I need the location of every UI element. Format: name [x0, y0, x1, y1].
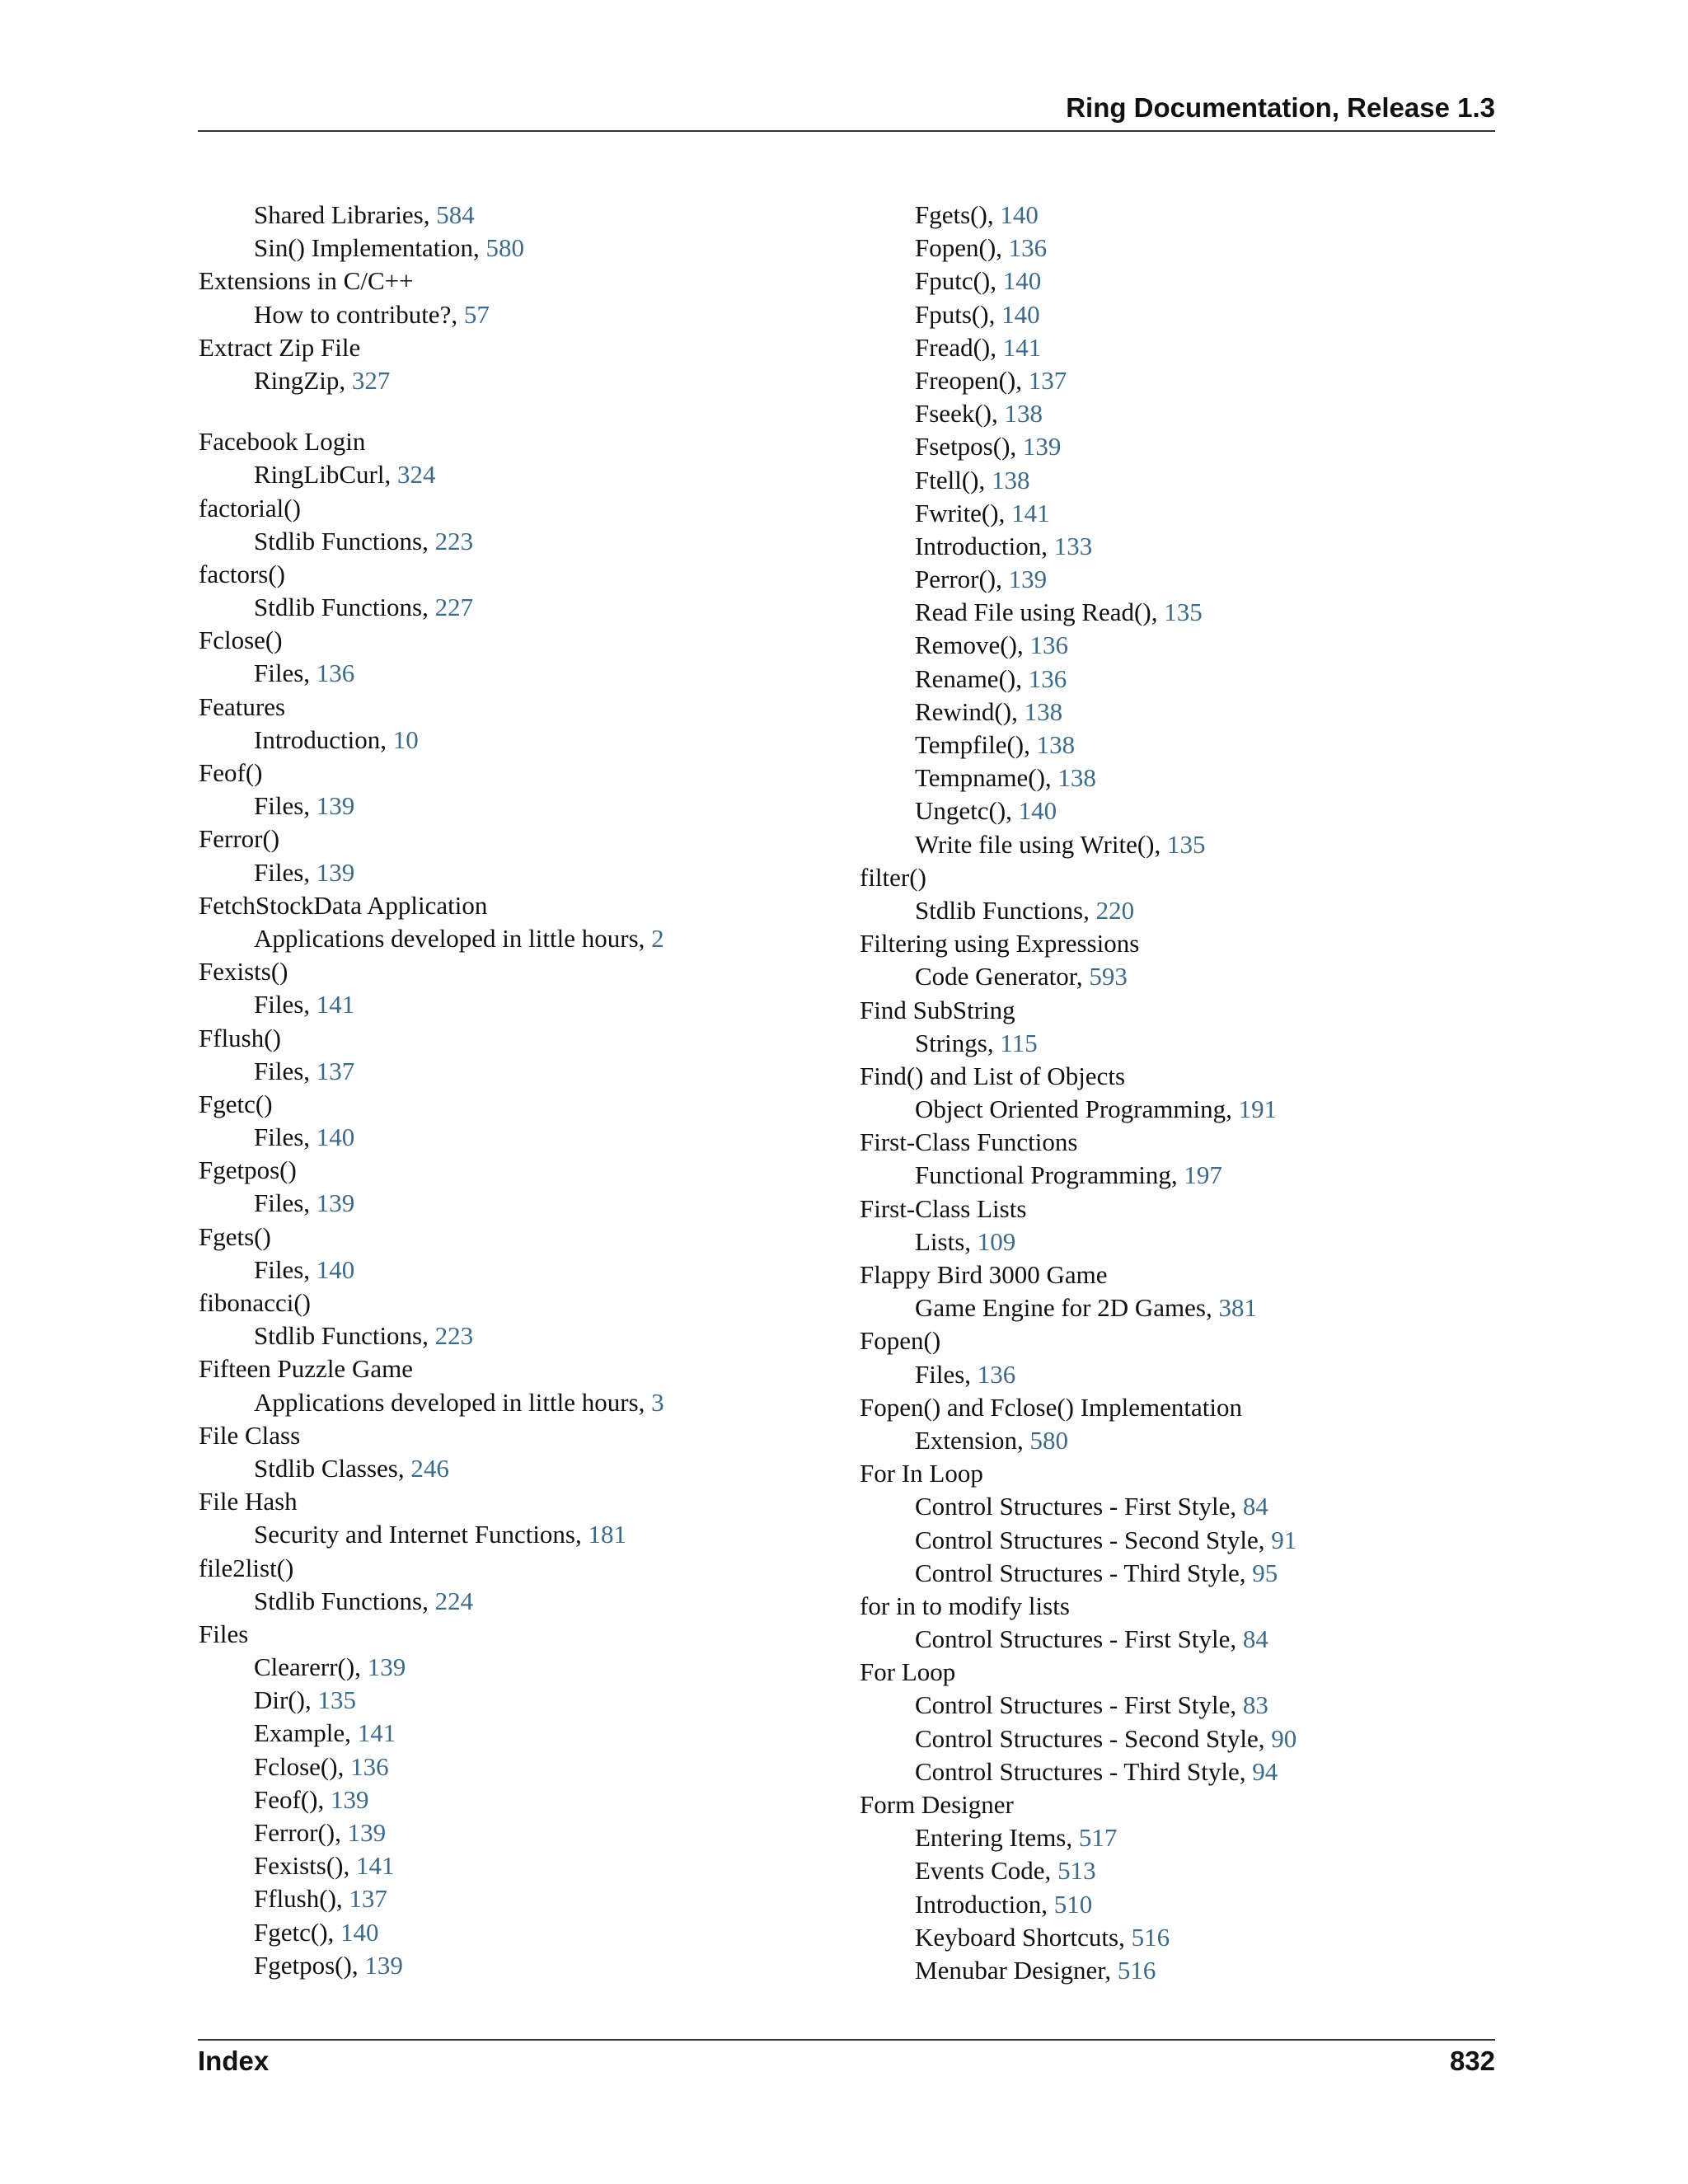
- page-link[interactable]: 137: [316, 1056, 355, 1085]
- index-entry: [199, 331, 842, 364]
- index-term: Control Structures - First Style,: [915, 1492, 1243, 1521]
- page-link[interactable]: 83: [1242, 1690, 1268, 1720]
- index-term: Fclose(),: [254, 1751, 351, 1781]
- index-subentry: [860, 199, 1503, 232]
- index-term: FetchStockData Application: [199, 890, 488, 920]
- page-link[interactable]: 139: [316, 791, 355, 821]
- index-term: for in to modify lists: [860, 1591, 1070, 1620]
- index-term: Fgetc(): [199, 1089, 273, 1118]
- index-term: Introduction,: [915, 1889, 1054, 1919]
- page-link[interactable]: 139: [316, 857, 355, 887]
- index-term: Fgetc(),: [254, 1917, 341, 1947]
- page-link[interactable]: 584: [436, 200, 475, 229]
- index-term: Files,: [254, 658, 316, 688]
- index-term: Control Structures - First Style,: [915, 1624, 1243, 1654]
- index-term: factors(): [199, 559, 285, 588]
- index-term: Code Generator,: [915, 962, 1090, 991]
- index-entry: [199, 955, 842, 988]
- index-term: Find() and List of Objects: [860, 1061, 1126, 1090]
- page-link[interactable]: 84: [1242, 1624, 1268, 1654]
- page-link[interactable]: 516: [1117, 1955, 1156, 1985]
- index-term: file2list(): [199, 1553, 294, 1582]
- index-term: Object Oriented Programming,: [915, 1094, 1239, 1124]
- index-subentry: [199, 525, 842, 558]
- index-term: Example,: [254, 1718, 358, 1748]
- index-subentry: [860, 1921, 1503, 1954]
- index-term: Tempfile(),: [915, 730, 1037, 759]
- index-entry: [860, 1324, 1503, 1357]
- page-link[interactable]: 135: [317, 1685, 356, 1715]
- index-term: For In Loop: [860, 1459, 983, 1488]
- page-link[interactable]: 141: [1002, 332, 1042, 362]
- page-link[interactable]: 227: [434, 593, 474, 622]
- index-term: Extensions in C/C++: [199, 266, 414, 296]
- index-subentry: [860, 397, 1503, 430]
- index-entry: [199, 757, 842, 790]
- index-entry: [199, 1618, 842, 1651]
- index-term: Game Engine for 2D Games,: [915, 1293, 1219, 1323]
- index-subentry: [860, 960, 1503, 993]
- page-link[interactable]: 223: [434, 1321, 474, 1351]
- index-term: Fflush(): [199, 1023, 281, 1052]
- index-subentry: [860, 596, 1503, 629]
- page-link[interactable]: 136: [350, 1751, 389, 1781]
- index-term: Find SubString: [860, 995, 1015, 1024]
- page-link[interactable]: 137: [349, 1884, 387, 1914]
- page-link[interactable]: 140: [316, 1122, 355, 1152]
- index-subentry: [199, 657, 842, 690]
- page-link[interactable]: 191: [1238, 1094, 1278, 1124]
- index-subentry: [860, 762, 1503, 794]
- index-subentry: [199, 922, 842, 955]
- page-link[interactable]: 181: [588, 1520, 626, 1549]
- index-subentry: [860, 430, 1503, 463]
- index-subentry: [860, 629, 1503, 662]
- index-subentry: [860, 1524, 1503, 1557]
- index-term: factorial(): [199, 493, 301, 523]
- index-term: Control Structures - Second Style,: [915, 1723, 1272, 1753]
- index-term: Ftell(),: [915, 465, 992, 494]
- page-link[interactable]: 136: [1029, 630, 1068, 660]
- index-term: Features: [199, 691, 286, 721]
- page-link[interactable]: 139: [367, 1652, 406, 1682]
- page-link[interactable]: 10: [392, 724, 419, 754]
- index-term: Files,: [254, 857, 316, 887]
- page-link[interactable]: 516: [1131, 1922, 1170, 1952]
- index-term: Fputc(),: [915, 266, 1003, 296]
- index-term: Introduction,: [915, 531, 1054, 560]
- index-term: Tempname(),: [915, 763, 1058, 793]
- page-link[interactable]: 138: [1004, 399, 1043, 429]
- page-link[interactable]: 133: [1053, 531, 1093, 560]
- index-entry: [199, 265, 842, 298]
- index-term: Applications developed in little hours,: [254, 923, 652, 953]
- index-subentry: [199, 1055, 842, 1088]
- index-term: RingZip,: [254, 365, 352, 395]
- index-entry: [199, 492, 842, 525]
- page-link[interactable]: 140: [1000, 200, 1039, 229]
- index-term: Files,: [254, 1188, 316, 1218]
- index-term: Files,: [915, 1359, 978, 1389]
- page-link[interactable]: 138: [1024, 696, 1063, 726]
- index-term: First-Class Functions: [860, 1127, 1078, 1157]
- page-link[interactable]: 141: [316, 990, 355, 1019]
- index-subentry: [860, 696, 1503, 729]
- page-link[interactable]: 137: [1028, 365, 1067, 395]
- index-entry: [860, 1126, 1503, 1159]
- index-term: Fgets(): [199, 1221, 271, 1251]
- index-term: Form Designer: [860, 1790, 1014, 1819]
- page-link[interactable]: 141: [356, 1851, 395, 1881]
- index-term: Feof(): [199, 758, 263, 787]
- page-link[interactable]: 138: [1036, 730, 1076, 759]
- index-term: Files: [199, 1619, 249, 1648]
- page-link[interactable]: 139: [364, 1950, 403, 1980]
- index-subentry: [199, 1750, 842, 1783]
- index-subentry: [860, 1027, 1503, 1060]
- index-subentry: [860, 1226, 1503, 1258]
- index-subentry: [199, 199, 842, 232]
- page-link[interactable]: 580: [1029, 1425, 1068, 1455]
- index-entry: [860, 1193, 1503, 1226]
- index-entry: [199, 889, 842, 922]
- index-term: Fifteen Puzzle Game: [199, 1354, 413, 1384]
- index-term: Files,: [254, 1122, 316, 1152]
- page-link[interactable]: 84: [1242, 1492, 1268, 1521]
- index-term: Fwrite(),: [915, 498, 1012, 527]
- index-entry: [860, 1590, 1503, 1623]
- index-subentry: [860, 1093, 1503, 1126]
- page-link[interactable]: 139: [347, 1818, 387, 1847]
- index-subentry: [199, 1849, 842, 1882]
- index-subentry: [199, 856, 842, 889]
- index-term: Flappy Bird 3000 Game: [860, 1260, 1108, 1289]
- page-link[interactable]: 136: [977, 1359, 1016, 1389]
- index-subentry: [860, 1821, 1503, 1854]
- index-subentry: [199, 1717, 842, 1750]
- page-link[interactable]: 139: [1022, 432, 1062, 462]
- index-subentry: [860, 1490, 1503, 1523]
- index-term: Keyboard Shortcuts,: [915, 1922, 1132, 1952]
- index-entry: [199, 691, 842, 724]
- index-term: Stdlib Classes,: [254, 1453, 411, 1483]
- index-term: Dir(),: [254, 1685, 318, 1715]
- index-term: Shared Libraries,: [254, 200, 437, 229]
- index-term: Applications developed in little hours,: [254, 1387, 652, 1417]
- index-term: Fexists(),: [254, 1851, 356, 1881]
- index-term: Fflush(),: [254, 1884, 349, 1914]
- index-subentry: [860, 729, 1503, 762]
- page-link[interactable]: 140: [1018, 796, 1057, 826]
- index-subentry: [199, 1319, 842, 1352]
- index-term: Control Structures - Second Style,: [915, 1525, 1272, 1554]
- page-link[interactable]: 513: [1057, 1856, 1096, 1886]
- page-link[interactable]: 57: [463, 299, 490, 329]
- page-link[interactable]: 593: [1089, 962, 1128, 991]
- index-term: Rename(),: [915, 663, 1029, 693]
- index-term: First-Class Lists: [860, 1193, 1027, 1223]
- index-term: Files,: [254, 990, 316, 1019]
- page-link[interactable]: 381: [1218, 1293, 1257, 1323]
- page-link[interactable]: 109: [977, 1226, 1016, 1256]
- page-link[interactable]: 139: [330, 1784, 369, 1814]
- page-link[interactable]: 94: [1252, 1756, 1278, 1786]
- index-entry: [860, 927, 1503, 960]
- index-term: Read File using Read(),: [915, 598, 1165, 627]
- index-term: Files,: [254, 1254, 316, 1284]
- page-link[interactable]: 327: [351, 365, 391, 395]
- index-subentry: [860, 331, 1503, 364]
- index-term: RingLibCurl,: [254, 460, 397, 490]
- index-subentry: [860, 794, 1503, 827]
- index-term: Security and Internet Functions,: [254, 1520, 588, 1549]
- index-entry: [199, 1552, 842, 1585]
- footer-rule: [198, 2039, 1495, 2041]
- index-subentry: [860, 1755, 1503, 1788]
- index-subentry: [199, 591, 842, 624]
- index-term: Introduction,: [254, 724, 393, 754]
- index-subentry: [199, 1684, 842, 1717]
- index-term: Stdlib Functions,: [915, 895, 1096, 925]
- index-subentry: [199, 988, 842, 1021]
- footer-section-label: Index: [198, 2046, 270, 2076]
- index-subentry: [860, 894, 1503, 927]
- index-subentry: [199, 364, 842, 397]
- page-link[interactable]: 91: [1271, 1525, 1297, 1554]
- index-term: Lists,: [915, 1226, 978, 1256]
- index-term: Freopen(),: [915, 365, 1029, 395]
- index-subentry: [860, 1623, 1503, 1656]
- index-term: Extract Zip File: [199, 332, 361, 362]
- index-term: Fgetpos(),: [254, 1950, 365, 1980]
- index-entry: [860, 1788, 1503, 1821]
- index-subentry: [860, 1291, 1503, 1324]
- index-entry: [860, 1457, 1503, 1490]
- index-subentry: [199, 1816, 842, 1849]
- page-link[interactable]: 138: [992, 465, 1030, 494]
- index-term: Files,: [254, 1056, 316, 1085]
- index-term: Stdlib Functions,: [254, 526, 435, 555]
- running-footer: [198, 2046, 1495, 2077]
- index-subentry: [199, 1187, 842, 1220]
- index-term: File Class: [199, 1420, 301, 1450]
- page-link[interactable]: 224: [434, 1586, 474, 1615]
- index-term: filter(): [860, 862, 926, 892]
- index-term: Fread(),: [915, 332, 1003, 362]
- index-term: fibonacci(): [199, 1288, 311, 1317]
- index-entry: [860, 1656, 1503, 1689]
- index-term: Fclose(): [199, 626, 283, 655]
- index-column-left: [199, 199, 842, 1982]
- index-term: Perror(),: [915, 565, 1009, 594]
- index-subentry: [199, 724, 842, 757]
- index-subentry: [860, 1159, 1503, 1192]
- page-link[interactable]: 140: [340, 1917, 379, 1947]
- page-link[interactable]: 246: [410, 1453, 449, 1483]
- page-link[interactable]: 140: [316, 1254, 355, 1284]
- index-term: Feof(),: [254, 1784, 331, 1814]
- page-link[interactable]: 95: [1252, 1558, 1278, 1587]
- index-term: File Hash: [199, 1487, 298, 1516]
- index-term: Files,: [254, 791, 316, 821]
- index-term: Sin() Implementation,: [254, 233, 486, 263]
- index-subentry: [199, 1585, 842, 1618]
- index-entry: [199, 558, 842, 591]
- header-rule: [198, 130, 1495, 132]
- index-subentry: [860, 828, 1503, 861]
- index-term: Fexists(): [199, 957, 288, 987]
- index-term: Menubar Designer,: [915, 1955, 1118, 1985]
- index-subentry: [199, 1386, 842, 1419]
- index-subentry: [860, 364, 1503, 397]
- index-entry: [199, 1352, 842, 1385]
- page-link[interactable]: 136: [1008, 233, 1048, 263]
- index-term: Clearerr(),: [254, 1652, 368, 1682]
- index-entry: [199, 1154, 842, 1187]
- index-subentry: [860, 563, 1503, 596]
- index-term: Ferror(): [199, 824, 280, 854]
- index-subentry: [860, 1854, 1503, 1887]
- index-entry: [199, 1485, 842, 1518]
- index-subentry: [199, 1452, 842, 1485]
- index-term: Strings,: [915, 1028, 1001, 1057]
- page-link[interactable]: 138: [1057, 763, 1096, 793]
- index-subentry: [199, 1651, 842, 1684]
- index-subentry: [199, 1254, 842, 1286]
- index-term: Fopen(),: [915, 233, 1009, 263]
- index-subentry: [860, 530, 1503, 563]
- index-subentry: [860, 1557, 1503, 1590]
- index-term: Fputs(),: [915, 299, 1002, 329]
- index-term: Entering Items,: [915, 1823, 1079, 1853]
- index-subentry: [860, 1689, 1503, 1722]
- index-subentry: [860, 663, 1503, 696]
- page-link[interactable]: 324: [396, 460, 436, 490]
- footer-page-number: 832: [1449, 2046, 1495, 2076]
- page-link[interactable]: 136: [316, 658, 355, 688]
- index-entry: [199, 1419, 842, 1452]
- page-link[interactable]: 517: [1078, 1823, 1118, 1853]
- page-link[interactable]: 3: [651, 1387, 664, 1417]
- index-subentry: [199, 458, 842, 491]
- index-subentry: [199, 1121, 842, 1154]
- index-term: Functional Programming,: [915, 1160, 1184, 1190]
- index-subentry: [860, 298, 1503, 331]
- index-subentry: [199, 790, 842, 823]
- index-entry: [199, 425, 842, 458]
- index-term: Fseek(),: [915, 399, 1005, 429]
- index-subentry: [860, 1722, 1503, 1755]
- index-subentry: [860, 1954, 1503, 1987]
- index-term: Events Code,: [915, 1856, 1058, 1886]
- page-link[interactable]: 2: [651, 923, 664, 953]
- index-term: For Loop: [860, 1657, 956, 1687]
- index-subentry: [199, 1783, 842, 1816]
- index-entry: [860, 994, 1503, 1027]
- index-term: Remove(),: [915, 630, 1030, 660]
- index-entry: [860, 1258, 1503, 1291]
- index-term: Rewind(),: [915, 696, 1025, 726]
- index-term: Write file using Write(),: [915, 829, 1167, 859]
- index-subentry: [199, 1949, 842, 1982]
- index-term: Stdlib Functions,: [254, 1321, 435, 1351]
- index-subentry: [860, 1888, 1503, 1921]
- page-link[interactable]: 136: [1028, 663, 1067, 693]
- index-entry: [199, 624, 842, 657]
- index-subentry: [199, 1882, 842, 1915]
- index-term: Control Structures - Third Style,: [915, 1558, 1253, 1587]
- page-link[interactable]: 141: [357, 1718, 396, 1748]
- page-link[interactable]: 115: [1000, 1028, 1038, 1057]
- index-subentry: [199, 298, 842, 331]
- index-term: Stdlib Functions,: [254, 1586, 435, 1615]
- index-entry: [199, 823, 842, 855]
- index-term: Fsetpos(),: [915, 432, 1023, 462]
- index-term: Ferror(),: [254, 1818, 348, 1847]
- index-entry: [860, 861, 1503, 894]
- running-header: Ring Documentation, Release 1.3: [1066, 92, 1495, 123]
- page-link[interactable]: 220: [1095, 895, 1135, 925]
- page-link[interactable]: 510: [1053, 1889, 1093, 1919]
- index-term: Fopen(): [860, 1326, 941, 1356]
- index-term: Fgetpos(): [199, 1155, 297, 1185]
- index-subentry: [199, 1916, 842, 1949]
- index-term: Fgets(),: [915, 200, 1001, 229]
- page-link[interactable]: 223: [434, 526, 474, 555]
- index-subentry: [860, 1358, 1503, 1391]
- index-entry: [199, 1022, 842, 1055]
- index-subentry: [860, 232, 1503, 265]
- index-term: Facebook Login: [199, 427, 366, 457]
- index-subentry: [199, 232, 842, 265]
- index-subentry: [199, 1518, 842, 1551]
- index-term: Extension,: [915, 1425, 1030, 1455]
- index-term: Stdlib Functions,: [254, 593, 435, 622]
- index-term: How to contribute?,: [254, 299, 464, 329]
- page-link[interactable]: 90: [1271, 1723, 1297, 1753]
- index-entry: [860, 1391, 1503, 1424]
- index-subentry: [860, 265, 1503, 298]
- index-column-right: [860, 199, 1503, 1987]
- page-link[interactable]: 139: [316, 1188, 355, 1218]
- index-term: Fopen() and Fclose() Implementation: [860, 1392, 1243, 1422]
- index-term: Filtering using Expressions: [860, 929, 1140, 958]
- page-link[interactable]: 141: [1011, 498, 1050, 527]
- index-term: Control Structures - First Style,: [915, 1690, 1243, 1720]
- page-link[interactable]: 135: [1164, 598, 1203, 627]
- index-subentry: [860, 497, 1503, 530]
- index-entry: [860, 1060, 1503, 1093]
- index-subentry: [860, 464, 1503, 497]
- page-link[interactable]: 580: [485, 233, 525, 263]
- page-link[interactable]: 139: [1008, 565, 1048, 594]
- index-term: Ungetc(),: [915, 796, 1019, 826]
- page-link[interactable]: 140: [1001, 299, 1040, 329]
- page-link[interactable]: 135: [1166, 829, 1206, 859]
- index-subentry: [860, 1424, 1503, 1457]
- page-link[interactable]: 140: [1002, 266, 1042, 296]
- index-entry: [199, 1221, 842, 1254]
- index-entry: [199, 1088, 842, 1121]
- index-entry: [199, 1286, 842, 1319]
- page-link[interactable]: 197: [1184, 1160, 1222, 1190]
- index-term: Control Structures - Third Style,: [915, 1756, 1253, 1786]
